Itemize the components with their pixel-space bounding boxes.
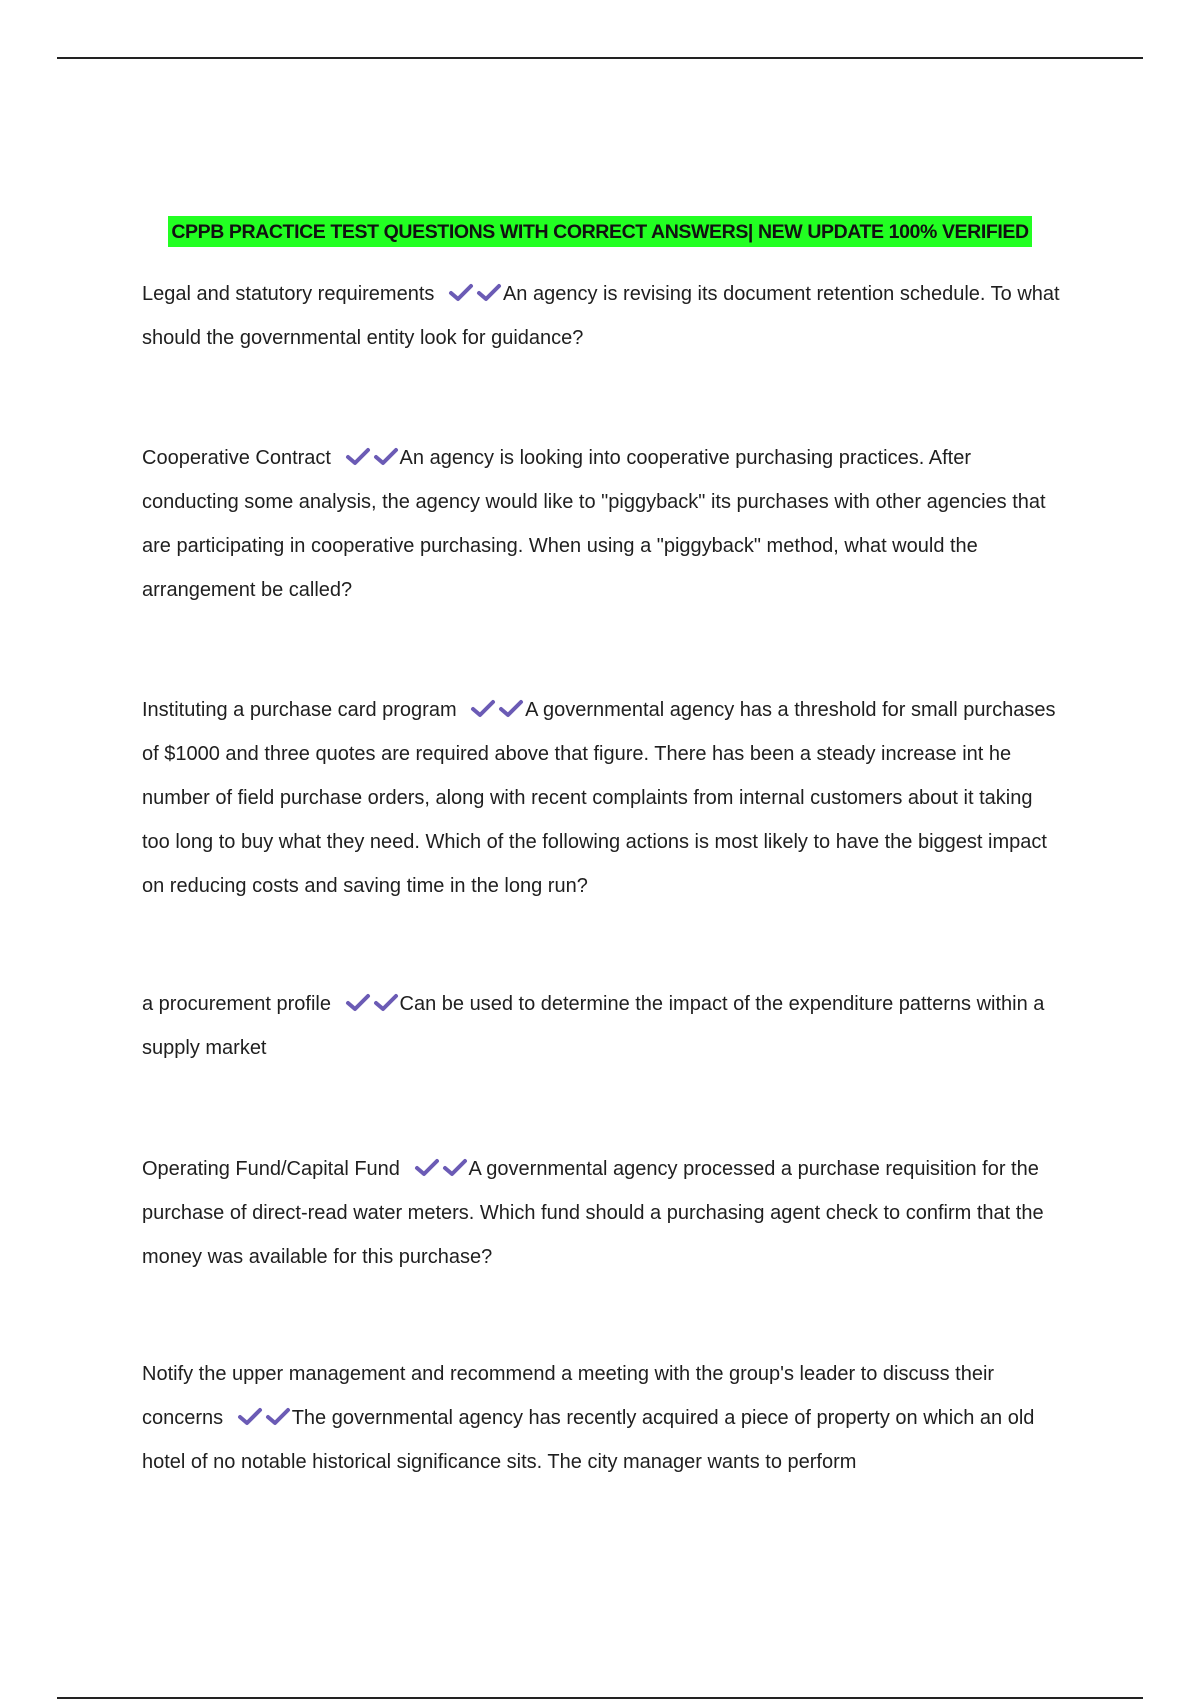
answer-text: Legal and statutory requirements: [142, 283, 435, 305]
check-mark-icon: [442, 1158, 468, 1178]
answer-text: a procurement profile: [142, 993, 331, 1015]
top-rule: [57, 57, 1143, 59]
check-mark-icon: [265, 1407, 291, 1427]
check-mark-icon: [373, 447, 399, 467]
qa-item-6: [142, 1352, 1062, 1484]
check-mark-icon: [237, 1407, 263, 1427]
check-mark-icon: [476, 283, 502, 303]
check-mark-icon: [498, 699, 524, 719]
answer-text: Notify the upper management and recommend a meeting with the group's leader to discuss their concerns: [142, 1363, 995, 1429]
check-mark-icon: [345, 993, 371, 1013]
check-mark-icon: [414, 1158, 440, 1178]
check-mark-icon: [470, 699, 496, 719]
qa-item-3: [142, 688, 1062, 908]
question-text: The governmental agency has recently acquired a piece of property on which an old hotel of no notable historical significance sits. The city manager wants to perform: [142, 1407, 1035, 1473]
document-title: CPPB PRACTICE TEST QUESTIONS WITH CORRECT ANSWERS| NEW UPDATE 100% VERIFIED: [168, 216, 1031, 247]
qa-item-4: [142, 982, 1062, 1070]
title-container: [0, 216, 1200, 247]
check-mark-icon: [373, 993, 399, 1013]
check-mark-icon: [345, 447, 371, 467]
answer-text: Cooperative Contract: [142, 447, 331, 469]
qa-item-2: [142, 436, 1062, 612]
question-text: Can be used to determine the impact of the expenditure patterns within a supply market: [142, 993, 1045, 1059]
question-text: A governmental agency has a threshold for small purchases of $1000 and three quotes are required above that figure. There has been a steady increase int he number of field purchase orders, along with recent complaints from internal customers about it taking too long to buy what they need. Which of the following actions is most likely to have the biggest impact on reducing costs and saving time in the long run?: [142, 699, 1056, 897]
answer-text: Operating Fund/Capital Fund: [142, 1158, 400, 1180]
question-text: An agency is revising its document retention schedule. To what should the governmental entity look for guidance?: [142, 283, 1060, 349]
check-mark-icon: [448, 283, 474, 303]
question-text: An agency is looking into cooperative purchasing practices. After conducting some analysis, the agency would like to "piggyback" its purchases with other agencies that are participating in cooperative purchasing. When using a "piggyback" method, what would the arrangement be called?: [142, 447, 1046, 601]
question-text: A governmental agency processed a purchase requisition for the purchase of direct-read water meters. Which fund should a purchasing agent check to confirm that the money was available for this purchase?: [142, 1158, 1044, 1268]
bottom-rule: [57, 1697, 1143, 1699]
qa-item-5: [142, 1147, 1062, 1279]
answer-text: Instituting a purchase card program: [142, 699, 457, 721]
qa-item-1: [142, 272, 1062, 360]
